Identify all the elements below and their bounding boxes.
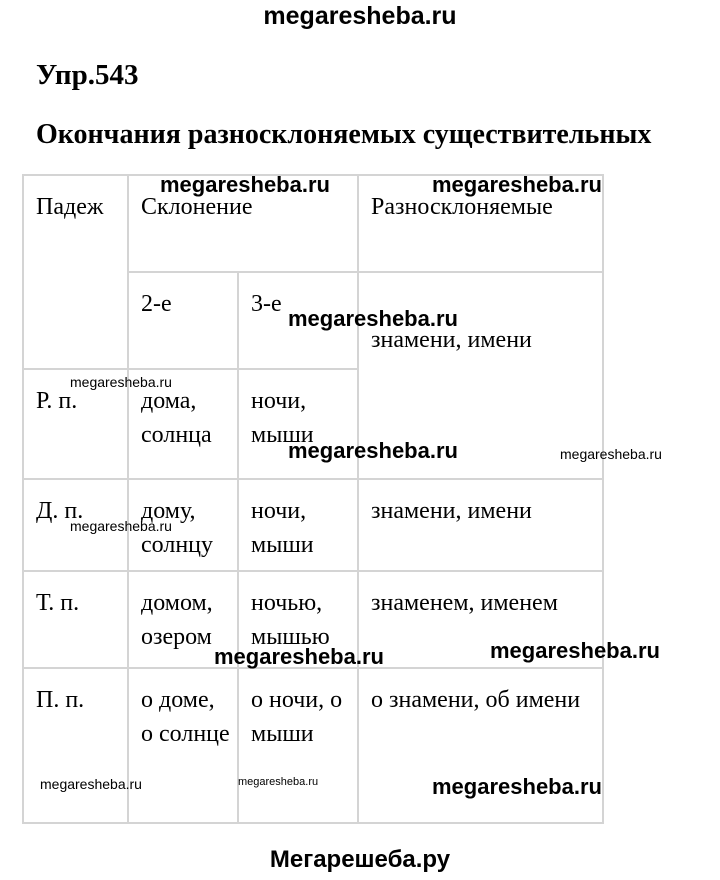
heteroclitic-genitive-cell: знамени, имени [358, 272, 603, 479]
second-declension-cell: дому, солнцу [128, 479, 238, 571]
case-cell: Д. п. [23, 479, 128, 571]
watermark: megaresheba.ru [160, 172, 330, 197]
heteroclitic-cell: о знамени, об имени [358, 668, 603, 823]
exercise-number: Упр.543 [36, 59, 139, 91]
second-declension-cell: дома, солнца [128, 369, 238, 479]
heteroclitic-cell: знамени, имени [358, 479, 603, 571]
watermark: megaresheba.ru [432, 774, 602, 799]
header-third-cell: 3-е [238, 272, 358, 369]
third-declension-cell: ночи, мыши [238, 479, 358, 571]
third-declension-cell: ночи, мыши [238, 369, 358, 479]
case-cell: Т. п. [23, 571, 128, 668]
third-declension-cell: о ночи, о мыши [238, 668, 358, 823]
case-cell: Р. п. [23, 369, 128, 479]
watermark: megaresheba.ru [490, 638, 660, 663]
header-second-cell: 2-е [128, 272, 238, 369]
watermark: megaresheba.ru [432, 172, 602, 197]
heteroclitic-cell: знаменем, именем [358, 571, 603, 668]
watermark: megaresheba.ru [288, 438, 458, 463]
watermark: megaresheba.ru [560, 446, 662, 462]
case-cell: П. п. [23, 668, 128, 823]
watermark: megaresheba.ru [238, 776, 319, 788]
watermark: megaresheba.ru [70, 518, 172, 534]
page-title: Окончания разносклоняемых существительных [36, 119, 652, 150]
header-declension-cell: Склонение [128, 175, 358, 272]
watermark: megaresheba.ru [40, 776, 142, 792]
watermark: megaresheba.ru [70, 374, 172, 390]
site-header: megaresheba.ru [263, 2, 457, 30]
header-heteroclitic-cell: Разносклоняемые [358, 175, 603, 272]
site-footer: Мегарешеба.ру [269, 846, 451, 873]
second-declension-cell: домом, озером [128, 571, 238, 668]
third-declension-cell: ночью, мышью [238, 571, 358, 668]
watermark: megaresheba.ru [214, 644, 384, 669]
endings-table [22, 174, 604, 824]
header-case-cell: Падеж [23, 175, 128, 369]
second-declension-cell: о доме, о солнце [128, 668, 238, 823]
watermark: megaresheba.ru [288, 306, 458, 331]
